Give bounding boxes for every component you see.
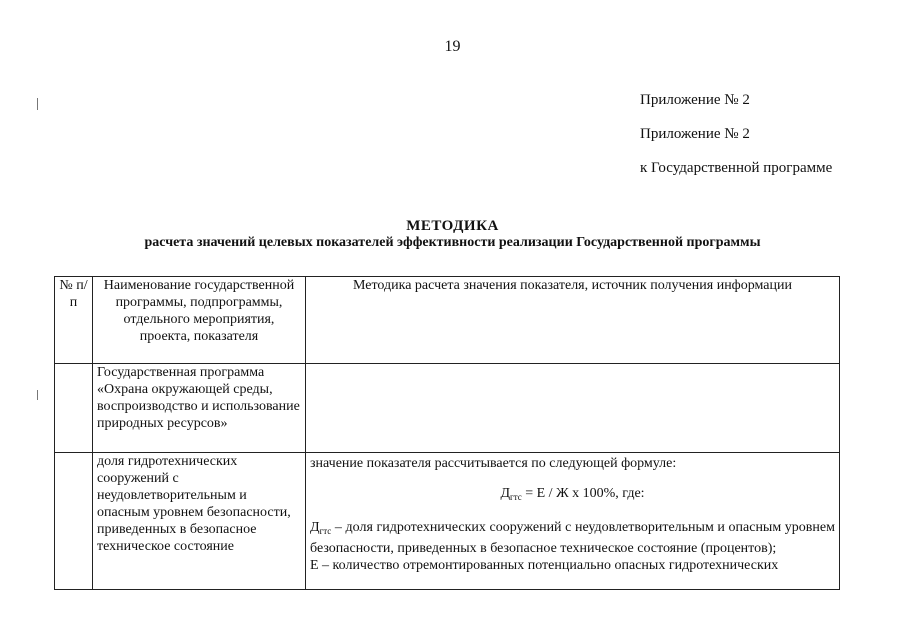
table-row [55,453,840,590]
program-name: Государственная программа «Охрана окружающей среды, воспроизводство и использование природных ресурсов» [93,364,306,453]
indicator-method [306,453,840,590]
document-subtitle: расчета значений целевых показателей эффективности реализации Государственной программы [144,235,761,250]
header-num: № п/п [55,277,93,364]
header-method: Методика расчета значения показателя, источник получения информации [306,277,840,364]
appendix-label-repeat: Приложение № 2 [640,126,750,142]
def1-subscript: гтс [319,526,332,536]
appendix-label: Приложение № 2 [640,92,750,108]
formula-subscript: гтс [510,492,522,502]
formula-rest: = Е / Ж х 100%, где: [521,486,645,501]
scan-artifact-mark [37,390,38,400]
def1-symbol: Д [310,520,320,535]
methodology-table [54,276,840,590]
header-name: Наименование государственной программы, подпрограммы, отдельного мероприятия, проекта, показателя [93,277,306,364]
appendix-reference: к Государственной программе [640,160,833,176]
definition-2: Е – количество отремонтированных потенциально опасных гидротехнических [310,558,779,573]
table-row [55,364,840,453]
row-num [55,364,93,453]
formula [310,485,835,506]
page-number: 19 [444,38,461,55]
definition-1 [310,519,835,557]
row-num [55,453,93,590]
table-header-row [55,277,840,364]
indicator-name: доля гидротехнических сооружений с неудовлетворительным и опасным уровнем безопасности, приведенных в безопасное техническое состояние [93,453,306,590]
scan-artifact-mark [37,98,38,110]
formula-symbol: Д [500,486,510,501]
program-method [306,364,840,453]
def1-text: – доля гидротехнических сооружений с неудовлетворительным и опасным уровнем безопасности, приведенных в безопасное техническое состояние (процентов); [310,520,835,556]
document-title: МЕТОДИКА [406,218,499,234]
method-intro: значение показателя рассчитывается по следующей формуле: [310,456,677,471]
